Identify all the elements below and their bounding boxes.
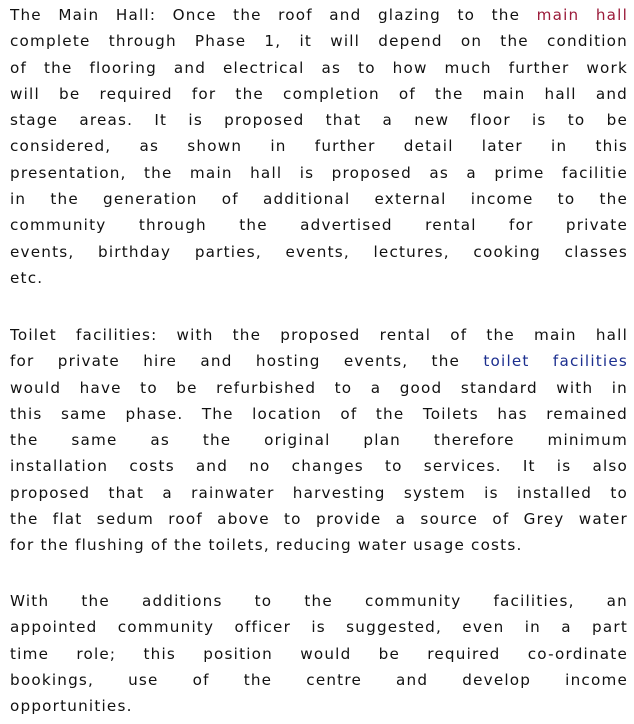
text-segment: complete through Phase 1, it will depend on the condition xyxy=(10,32,628,51)
text-line xyxy=(10,667,628,693)
text-segment: the same as the original plan therefore minimum xyxy=(10,431,628,450)
text-line xyxy=(10,55,628,81)
text-segment: considered, as shown in further detail later in this xyxy=(10,137,628,156)
text-line xyxy=(10,532,628,558)
text-segment: in the generation of additional external income to the xyxy=(10,190,628,209)
text-segment: installation costs and no changes to services. It is also xyxy=(10,457,628,476)
text-segment: proposed that a rainwater harvesting system is installed to xyxy=(10,483,628,502)
text-line xyxy=(10,693,628,719)
paragraph-main-hall xyxy=(10,2,628,291)
text-segment: the flat sedum roof above to provide a source of Grey water xyxy=(10,510,628,529)
text-line xyxy=(10,453,628,479)
text-segment: community through the advertised rental for private xyxy=(10,216,628,235)
text-line xyxy=(10,588,628,614)
text-segment: for the flushing of the toilets, reducing water usage costs. xyxy=(10,536,523,555)
text-line xyxy=(10,401,628,427)
text-segment: Toilet facilities: with the proposed rental of the main hall xyxy=(10,326,628,344)
text-segment: appointed community officer is suggested, even in a part xyxy=(10,618,628,637)
text-line xyxy=(10,107,628,133)
text-line xyxy=(10,614,628,640)
text-segment: time role; this position would be required co-ordinate xyxy=(10,644,628,663)
text-line xyxy=(10,265,628,291)
text-line xyxy=(10,160,628,186)
text-segment: this same phase. The location of the Toilets has remained xyxy=(10,404,628,423)
text-segment: etc. xyxy=(10,268,44,287)
text-line xyxy=(10,322,628,348)
text-segment: bookings, use of the centre and develop income xyxy=(10,670,628,689)
text-line xyxy=(10,186,628,212)
text-line xyxy=(10,427,628,453)
highlight-toilet-facilities: toilet facilities xyxy=(483,352,628,371)
text-segment: presentation, the main hall is proposed as a prime facilitie xyxy=(10,163,628,182)
text-segment: stage areas. It is proposed that a new floor is to be xyxy=(10,111,628,130)
text-segment: events, birthday parties, events, lectures, cooking classes xyxy=(10,242,628,261)
text-segment: will be required for the completion of the main hall and xyxy=(10,84,628,103)
text-line xyxy=(10,133,628,159)
text-segment: of the flooring and electrical as to how much further work xyxy=(10,58,628,77)
text-segment: opportunities. xyxy=(10,697,133,716)
highlight-main-hall: main hall xyxy=(536,6,628,24)
text-line xyxy=(10,212,628,238)
paragraph-community-officer xyxy=(10,588,628,719)
paragraph-toilet-facilities xyxy=(10,322,628,559)
text-line xyxy=(10,480,628,506)
text-line xyxy=(10,28,628,54)
text-segment: for private hire and hosting events, the xyxy=(10,352,484,371)
text-line xyxy=(10,348,628,374)
text-segment: would have to be refurbished to a good standard with in xyxy=(10,378,628,397)
text-line xyxy=(10,506,628,532)
text-line xyxy=(10,2,628,28)
text-line xyxy=(10,81,628,107)
text-segment: The Main Hall: Once the roof and glazing to the xyxy=(10,6,537,24)
text-line xyxy=(10,375,628,401)
text-line xyxy=(10,641,628,667)
text-segment: With the additions to the community facilities, an xyxy=(10,592,628,610)
text-line xyxy=(10,239,628,265)
